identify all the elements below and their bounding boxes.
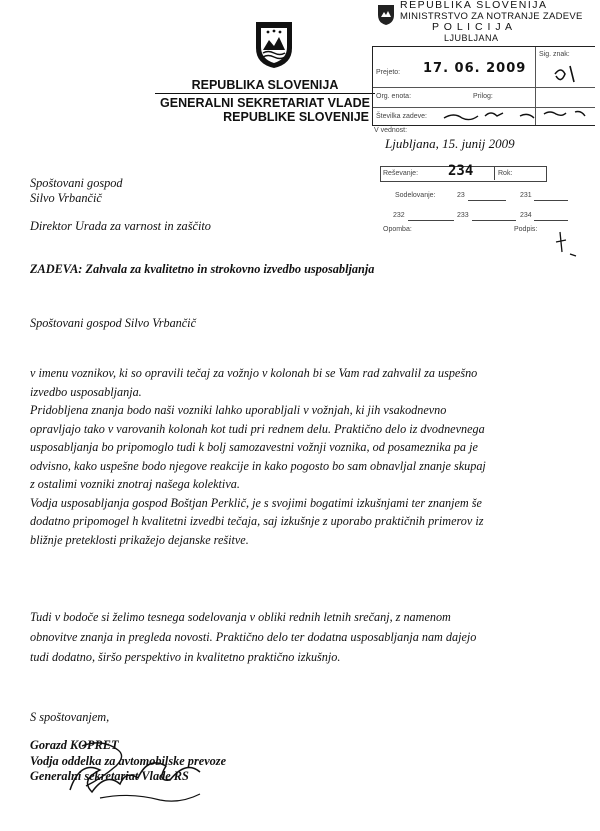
text-line: obnovitve znanja in pregleda novosti. Praktično delo ter dodatna usposabljanja nam dajejo [30, 630, 477, 644]
resevanje-value: 234 [448, 163, 474, 179]
field-line [534, 200, 568, 201]
signer-role-1: Vodja oddelka za avtomobilske prevoze [30, 753, 227, 768]
label-prilog: Prilog: [473, 93, 493, 100]
code-234: 234 [520, 212, 532, 219]
republic-line-2: GENERALNI SEKRETARIAT VLADE [160, 96, 370, 110]
text-line: z ostalimi vozniki znotraj našega kolektiva. [30, 477, 240, 491]
label-sodelovanje: Sodelovanje: [395, 192, 436, 199]
handwritten-marks [440, 46, 600, 126]
recipient-block [30, 176, 123, 206]
text-line: izvedbo usposabljanja. [30, 384, 142, 399]
coat-of-arms [253, 20, 295, 70]
label-podpis: Podpis: [514, 226, 538, 233]
text-line: odvisno, kako uspešne bodo njegove reakcije in kako pogosto bo sam obnavljal znanje skupaj [30, 458, 486, 473]
date-place: Ljubljana, 15. junij 2009 [385, 136, 515, 151]
republic-line-1: REPUBLIKA SLOVENIJA [191, 78, 339, 92]
field-line [472, 220, 516, 221]
police-line-3: P O L I C I J A [432, 21, 513, 33]
field-line [468, 200, 506, 201]
government-header [155, 78, 375, 124]
label-sig: Sig. znak: [539, 51, 570, 58]
text-line: opravljajo tako v varovanih kolonah kot tudi pri rednem delu. Praktično delo iz dvodnevnega [30, 421, 485, 436]
police-line-4: LJUBLJANA [444, 33, 499, 43]
police-line-1: REPUBLIKA SLOVENIJA [400, 0, 548, 11]
code-233: 233 [457, 212, 469, 219]
text-line: Pridobljena znanja bodo naši vozniki lahko uporabljali v vožnjah, ki jih vsakodnevno [30, 403, 447, 417]
handwritten-tick [552, 228, 582, 262]
police-crest-icon [376, 3, 396, 27]
recipient-salutation: Spoštovani gospod [30, 176, 123, 190]
police-line-2: MINISTRSTVO ZA NOTRANJE ZADEVE [400, 11, 583, 22]
signer-name: Gorazd KOPRET [30, 738, 119, 752]
label-org: Org. enota: [376, 93, 412, 100]
code-23: 23 [457, 192, 465, 199]
subject-line: ZADEVA: Zahvala za kvalitetno in strokovno izvedbo usposabljanja [30, 262, 375, 276]
signer-role-2: Generalni sekretariat Vlade RS [30, 769, 189, 783]
police-stamp-header [400, 0, 583, 44]
paragraph-1 [30, 364, 486, 549]
text-line: usposabljanja bo pripomoglo tudi k bolj samozavestni vožnji voznika, od posameznika pa je [30, 440, 478, 454]
code-231: 231 [520, 192, 532, 199]
text-line: bližnje preteklosti prikažejo dejanske rešitve. [30, 532, 249, 547]
paragraph-4 [30, 607, 476, 667]
label-prejeto: Prejeto: [376, 69, 401, 76]
received-date: 17. 06. 2009 [423, 61, 527, 76]
text-line: Vodja usposabljanja gospod Boštjan Perklič, je s svojimi bogatimi izkušnjami ter znanjem še [30, 495, 482, 510]
text-line: dodatno pripomogel h kvalitetni izvedbi tečaja, saj izkušnje z uporabo praktičnih primerov iz [30, 514, 484, 528]
label-vednost: V vednost: [374, 127, 408, 134]
label-rok: Rok: [498, 170, 513, 177]
text-line: Tudi v bodoče si želimo tesnega sodelovanja v obliki rednih letnih srečanj, z namenom [30, 610, 451, 624]
label-resevanje: Reševanje: [383, 170, 419, 177]
recipient-name: Silvo Vrbančič [30, 191, 102, 205]
text-line: tudi dodatno, širšo perspektivo in kvalitetno praktično izkušnjo. [30, 650, 341, 664]
field-line [408, 220, 454, 221]
greeting: Spoštovani gospod Silvo Vrbančič [30, 316, 196, 330]
handwritten-signature [40, 732, 240, 812]
field-line [534, 220, 568, 221]
code-232: 232 [393, 212, 405, 219]
label-stevilka: Številka zadeve: [376, 113, 427, 120]
text-line: v imenu voznikov, ki so opravili tečaj za vožnjo v kolonah bi se Vam rad zahvalil za uspešno [30, 366, 478, 380]
closing-regards: S spoštovanjem, [30, 710, 110, 724]
label-opomba: Opomba: [383, 226, 412, 233]
recipient-title: Direktor Urada za varnost in zaščito [30, 219, 211, 233]
republic-line-3: REPUBLIKE SLOVENIJE [223, 110, 369, 124]
